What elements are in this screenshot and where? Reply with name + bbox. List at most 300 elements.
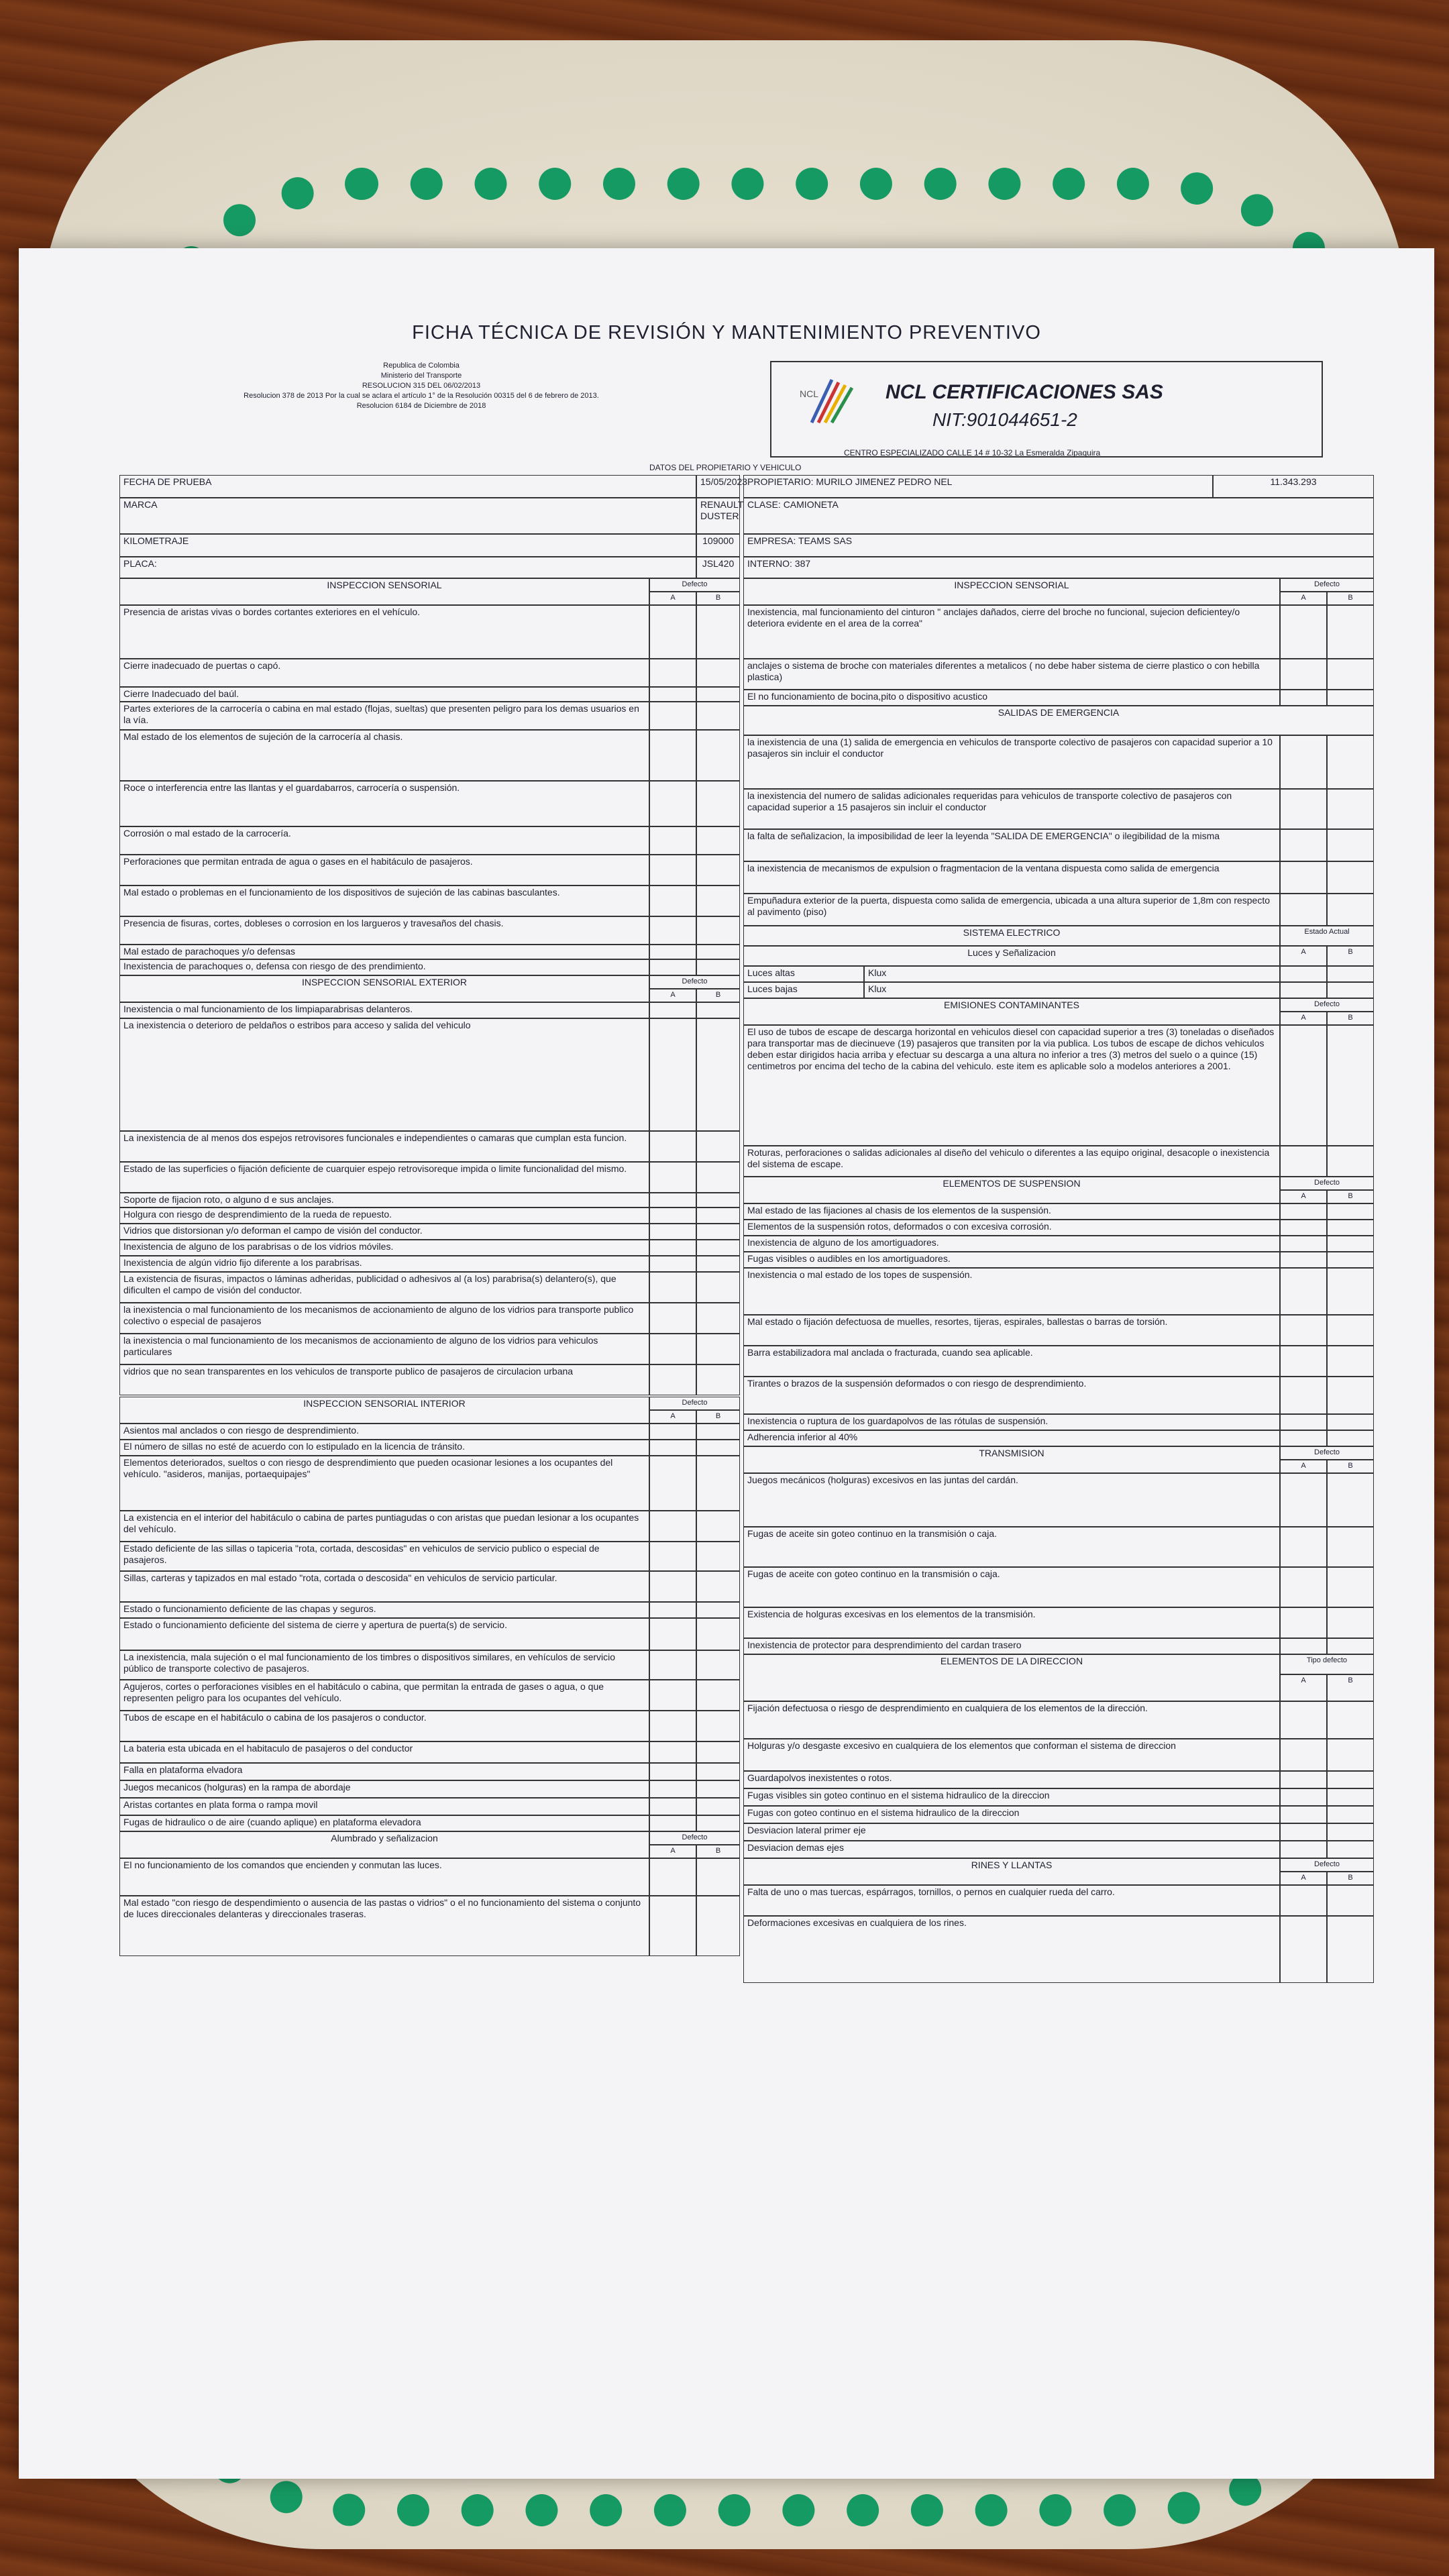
vehicle-field-value: JSL420 (696, 557, 740, 578)
interior-item-a-box (649, 1511, 696, 1542)
vehicle-field-label: KILOMETRAJE (119, 534, 696, 557)
defect-header: Defecto (1280, 1177, 1374, 1190)
col-b-header: B (1327, 1674, 1374, 1701)
exterior-item-b-box (696, 1162, 740, 1193)
col-a-header: A (649, 592, 696, 605)
direccion-item: Guardapolvos inexistentes o rotos. (743, 1771, 1280, 1788)
rines-item-a-box (1280, 1885, 1327, 1916)
transmision-item: Fugas de aceite sin goteo continuo en la transmisión o caja. (743, 1527, 1280, 1567)
emision-item-a-box (1280, 1025, 1327, 1146)
luces-b-box (1327, 982, 1374, 998)
direccion-item-a-box (1280, 1701, 1327, 1739)
cinturon-item: Inexistencia, mal funcionamiento del cinturon " anclajes dañados, cierre del broche no funcional, sujecion deficientey/o deteriora evidente en el area de la correa" (743, 605, 1280, 659)
defect-header: Defecto (649, 1831, 740, 1845)
emision-item-b-box (1327, 1025, 1374, 1146)
exterior-item-a-box (649, 1131, 696, 1162)
interior-item-b-box (696, 1602, 740, 1618)
interior-item: Elementos deteriorados, sueltos o con riesgo de desprendimiento que pueden ocasionar lesiones a los ocupantes del vehículo. "asideros, manijas, portaequipajes" (119, 1456, 649, 1511)
col-b-header: B (1327, 1872, 1374, 1885)
salida-item-b-box (1327, 789, 1374, 829)
exterior-item-a-box (649, 1224, 696, 1240)
carroceria-item-b-box (696, 945, 740, 959)
emision-item-a-box (1280, 1146, 1327, 1177)
carroceria-item: Mal estado o problemas en el funcionamiento de los dispositivos de sujeción de las cabinas basculantes. (119, 885, 649, 916)
interior-item-a-box (649, 1571, 696, 1602)
exterior-item-a-box (649, 1193, 696, 1208)
salida-item-b-box (1327, 829, 1374, 861)
col-a-header: A (649, 1410, 696, 1424)
interior-item: La existencia en el interior del habitáculo o cabina de partes puntiagudas o con aristas que puedan lesionar a los ocupantes del vehículo. (119, 1511, 649, 1542)
exterior-item-b-box (696, 1303, 740, 1334)
exterior-item-b-box (696, 1193, 740, 1208)
luces-title: Luces y Señalizacion (743, 946, 1280, 966)
suspension-item-b-box (1327, 1203, 1374, 1220)
exterior-item-a-box (649, 1272, 696, 1303)
interior-item-b-box (696, 1650, 740, 1680)
interior-item: Estado o funcionamiento deficiente del sistema de cierre y apertura de puerta(s) de servicio. (119, 1618, 649, 1650)
alumbrado-item: Mal estado "con riesgo de despendimiento o ausencia de las pastas o vidrios" o el no funcionamiento del sistema o conjunto de luces direccionales delanteras y direccionales traseras. (119, 1896, 649, 1956)
carroceria-item-a-box (649, 826, 696, 855)
inspection-form-sheet (19, 248, 1434, 2479)
suspension-item-a-box (1280, 1203, 1327, 1220)
carroceria-item-b-box (696, 855, 740, 885)
carroceria-item-b-box (696, 687, 740, 702)
carroceria-item-a-box (649, 781, 696, 826)
carroceria-item-a-box (649, 687, 696, 702)
col-b-header: B (696, 1410, 740, 1424)
right-transmision-title: TRANSMISION (743, 1446, 1280, 1473)
right-suspension-title: ELEMENTOS DE SUSPENSION (743, 1177, 1280, 1203)
suspension-item-a-box (1280, 1236, 1327, 1252)
data-section-title: DATOS DEL PROPIETARIO Y VEHICULO (649, 463, 802, 472)
exterior-item-a-box (649, 1364, 696, 1395)
interior-item-a-box (649, 1680, 696, 1711)
carroceria-item-b-box (696, 605, 740, 659)
direccion-item: Desviacion demas ejes (743, 1841, 1280, 1858)
carroceria-item: Mal estado de los elementos de sujeción de la carrocería al chasis. (119, 730, 649, 781)
cinturon-item-a-box (1280, 605, 1327, 659)
exterior-item: Vidrios que distorsionan y/o deforman el campo de visión del conductor. (119, 1224, 649, 1240)
company-logo-icon (798, 376, 859, 429)
transmision-item-b-box (1327, 1567, 1374, 1607)
interior-item: Estado o funcionamiento deficiente de las chapas y seguros. (119, 1602, 649, 1618)
transmision-item-a-box (1280, 1527, 1327, 1567)
exterior-item-a-box (649, 1208, 696, 1224)
rines-item: Deformaciones excesivas en cualquiera de los rines. (743, 1916, 1280, 1983)
suspension-item: Fugas visibles o audibles en los amortiguadores. (743, 1252, 1280, 1268)
suspension-item: Tirantes o brazos de la suspensión deformados o con riesgo de desprendimiento. (743, 1377, 1280, 1414)
exterior-item: La existencia de fisuras, impactos o láminas adheridas, publicidad o adhesivos al (a los) parabrisa(s) delantero(s), que dificulten el campo de visión del conductor. (119, 1272, 649, 1303)
exterior-item: Inexistencia de algún vidrio fijo diferente a los parabrisas. (119, 1256, 649, 1272)
luces-label: Luces altas (743, 966, 864, 982)
suspension-item: Mal estado o fijación defectuosa de muelles, resortes, tijeras, espirales, ballestas o barras de torsión. (743, 1315, 1280, 1346)
suspension-item: Inexistencia de alguno de los amortiguadores. (743, 1236, 1280, 1252)
tipo-defecto-header: Tipo defecto (1280, 1654, 1374, 1674)
interior-item-b-box (696, 1763, 740, 1780)
salida-item: Empuñadura exterior de la puerta, dispuesta como salida de emergencia, ubicada a una altura superior de 1,8m con respecto al pavimento (piso) (743, 894, 1280, 926)
salida-item-b-box (1327, 861, 1374, 894)
salida-item-a-box (1280, 861, 1327, 894)
suspension-item-b-box (1327, 1252, 1374, 1268)
cinturon-item-a-box (1280, 690, 1327, 706)
direccion-item-b-box (1327, 1841, 1374, 1858)
alumbrado-item-a-box (649, 1858, 696, 1896)
col-a-header: A (1280, 946, 1327, 966)
exterior-item-a-box (649, 1240, 696, 1256)
gov-line: RESOLUCION 315 DEL 06/02/2013 (362, 382, 481, 390)
col-a-header: A (1280, 1674, 1327, 1701)
transmision-item-b-box (1327, 1473, 1374, 1527)
suspension-item-a-box (1280, 1268, 1327, 1315)
suspension-item-a-box (1280, 1315, 1327, 1346)
interior-item-a-box (649, 1542, 696, 1571)
carroceria-item-b-box (696, 885, 740, 916)
interior-item-a-box (649, 1741, 696, 1763)
gov-line: Republica de Colombia (383, 362, 460, 370)
right-rines-title: RINES Y LLANTAS (743, 1858, 1280, 1885)
right-emisiones-title: EMISIONES CONTAMINANTES (743, 998, 1280, 1025)
vehicle-field-value: RENAULT DUSTER (696, 498, 740, 534)
luces-a-box (1280, 982, 1327, 998)
carroceria-item: Inexistencia de parachoques o, defensa con riesgo de des prendimiento. (119, 959, 649, 975)
suspension-item-b-box (1327, 1268, 1374, 1315)
alumbrado-item-a-box (649, 1896, 696, 1956)
salida-item: la inexistencia de una (1) salida de emergencia en vehiculos de transporte colectivo de pasajeros con capacidad superior a 10 pasajeros sin incluir el conductor (743, 735, 1280, 789)
salida-item: la falta de señalizacion, la imposibilidad de leer la leyenda "SALIDA DE EMERGENCIA" o ilegibilidad de la misma (743, 829, 1280, 861)
interior-item-a-box (649, 1440, 696, 1456)
defect-header: Defecto (1280, 1446, 1374, 1460)
suspension-item: Inexistencia o mal estado de los topes de suspensión. (743, 1268, 1280, 1315)
interior-item: Sillas, carteras y tapizados en mal estado "rota, cortada o descosida" en vehiculos de servicio particular. (119, 1571, 649, 1602)
internal-number: INTERNO: 387 (743, 557, 1374, 578)
exterior-item: Inexistencia de alguno de los parabrisas o de los vidrios móviles. (119, 1240, 649, 1256)
direccion-item: Desviacion lateral primer eje (743, 1823, 1280, 1841)
interior-item-b-box (696, 1618, 740, 1650)
company-field: EMPRESA: TEAMS SAS (743, 534, 1374, 557)
carroceria-item: Mal estado de parachoques y/o defensas (119, 945, 649, 959)
interior-item-b-box (696, 1798, 740, 1815)
interior-item: Asientos mal anclados o con riesgo de desprendimiento. (119, 1424, 649, 1440)
interior-item: Fugas de hidraulico o de aire (cuando aplique) en plataforma elevadora (119, 1815, 649, 1831)
emision-item: Roturas, perforaciones o salidas adicionales al diseño del vehiculo o diferentes a las equipo original, desacople o inexistencia del sistema de escape. (743, 1146, 1280, 1177)
carroceria-item-b-box (696, 702, 740, 730)
direccion-item: Fugas visibles sin goteo continuo en el sistema hidraulico de la direccion (743, 1788, 1280, 1806)
transmision-item-b-box (1327, 1638, 1374, 1654)
interior-item-a-box (649, 1456, 696, 1511)
electrico-title: SISTEMA ELECTRICO (743, 926, 1280, 946)
interior-item-b-box (696, 1456, 740, 1511)
company-name: NCL CERTIFICACIONES SAS (885, 381, 1163, 403)
salida-item-b-box (1327, 894, 1374, 926)
suspension-item-a-box (1280, 1377, 1327, 1414)
direccion-item-b-box (1327, 1701, 1374, 1739)
vehicle-field-value: 109000 (696, 534, 740, 557)
exterior-item-b-box (696, 1208, 740, 1224)
suspension-item-b-box (1327, 1346, 1374, 1377)
exterior-item-a-box (649, 1002, 696, 1018)
exterior-item-a-box (649, 1162, 696, 1193)
carroceria-item-a-box (649, 916, 696, 945)
suspension-item-a-box (1280, 1220, 1327, 1236)
col-b-header: B (1327, 946, 1374, 966)
gov-line: Resolucion 378 de 2013 Por la cual se aclara el artículo 1° de la Resolución 00315 del 6 de febrero de 2013. (244, 392, 599, 400)
interior-item-a-box (649, 1602, 696, 1618)
exterior-item-b-box (696, 1002, 740, 1018)
form-title: FICHA TÉCNICA DE REVISIÓN Y MANTENIMIENTO PREVENTIVO (412, 322, 1041, 343)
exterior-item: La inexistencia o deterioro de peldaños o estribos para acceso y salida del vehiculo (119, 1018, 649, 1131)
interior-item-a-box (649, 1650, 696, 1680)
col-a-header: A (1280, 1012, 1327, 1025)
interior-item-a-box (649, 1763, 696, 1780)
col-b-header: B (1327, 1012, 1374, 1025)
salida-item-a-box (1280, 829, 1327, 861)
interior-item: Aristas cortantes en plata forma o rampa movil (119, 1798, 649, 1815)
interior-item-a-box (649, 1780, 696, 1798)
col-a-header: A (1280, 592, 1327, 605)
svg-text:NCL: NCL (800, 388, 819, 399)
exterior-item: vidrios que no sean transparentes en los vehiculos de transporte publico de pasajeros de circulacion urbana (119, 1364, 649, 1395)
interior-item: La inexistencia, mala sujeción o el mal funcionamiento de los timbres o dispositivos similares, en vehículos de servicio público de transporte colectivo de pasajeros. (119, 1650, 649, 1680)
col-b-header: B (696, 989, 740, 1002)
suspension-item-a-box (1280, 1252, 1327, 1268)
emision-item-b-box (1327, 1146, 1374, 1177)
luces-value: Klux (864, 982, 1280, 998)
salidas-title: SALIDAS DE EMERGENCIA (743, 706, 1374, 735)
col-b-header: B (696, 592, 740, 605)
direccion-item-b-box (1327, 1788, 1374, 1806)
luces-a-box (1280, 966, 1327, 982)
salida-item-a-box (1280, 735, 1327, 789)
suspension-item-b-box (1327, 1315, 1374, 1346)
exterior-item-b-box (696, 1018, 740, 1131)
exterior-item-b-box (696, 1240, 740, 1256)
exterior-item-b-box (696, 1131, 740, 1162)
owner-document: 11.343.293 (1213, 475, 1374, 498)
defect-header: Defecto (1280, 578, 1374, 592)
left-alumbrado-title: Alumbrado y señalizacion (119, 1831, 649, 1858)
interior-item: La bateria esta ubicada en el habitaculo de pasajeros o del conductor (119, 1741, 649, 1763)
cinturon-item-b-box (1327, 659, 1374, 690)
carroceria-item-b-box (696, 659, 740, 687)
alumbrado-item-b-box (696, 1858, 740, 1896)
cinturon-item: anclajes o sistema de broche con materiales diferentes a metalicos ( no debe haber sistema de cierre plastico o con hebilla plastica) (743, 659, 1280, 690)
salida-item: la inexistencia del numero de salidas adicionales requeridas para vehiculos de transporte colectivo de pasajeros con capacidad superior a 15 pasajeros sin incluir el conductor (743, 789, 1280, 829)
company-center-address: CENTRO ESPECIALIZADO CALLE 14 # 10-32 La Esmeralda Zipaquira (844, 448, 1101, 458)
estado-actual-header: Estado Actual (1280, 926, 1374, 946)
suspension-item-b-box (1327, 1430, 1374, 1446)
rines-item-b-box (1327, 1916, 1374, 1983)
carroceria-item: Corrosión o mal estado de la carrocería. (119, 826, 649, 855)
salida-item-b-box (1327, 735, 1374, 789)
interior-item-b-box (696, 1815, 740, 1831)
gov-line: Resolucion 6184 de Diciembre de 2018 (356, 402, 486, 410)
direccion-item-a-box (1280, 1806, 1327, 1823)
carroceria-item: Cierre inadecuado de puertas o capó. (119, 659, 649, 687)
owner-name: PROPIETARIO: MURILO JIMENEZ PEDRO NEL (743, 475, 1213, 498)
interior-item-a-box (649, 1711, 696, 1741)
suspension-item-a-box (1280, 1346, 1327, 1377)
transmision-item-b-box (1327, 1527, 1374, 1567)
carroceria-item-a-box (649, 945, 696, 959)
exterior-item-b-box (696, 1364, 740, 1395)
suspension-item-b-box (1327, 1414, 1374, 1430)
exterior-item: Holgura con riesgo de desprendimiento de la rueda de repuesto. (119, 1208, 649, 1224)
alumbrado-item: El no funcionamiento de los comandos que encienden y conmutan las luces. (119, 1858, 649, 1896)
transmision-item: Existencia de holguras excesivas en los elementos de la transmisión. (743, 1607, 1280, 1638)
direccion-item-a-box (1280, 1771, 1327, 1788)
interior-item-b-box (696, 1741, 740, 1763)
exterior-item-a-box (649, 1256, 696, 1272)
interior-item-b-box (696, 1440, 740, 1456)
carroceria-item-a-box (649, 885, 696, 916)
salida-item-a-box (1280, 894, 1327, 926)
cinturon-item: El no funcionamiento de bocina,pito o dispositivo acustico (743, 690, 1280, 706)
interior-item: Juegos mecanicos (holguras) en la rampa de abordaje (119, 1780, 649, 1798)
suspension-item-b-box (1327, 1236, 1374, 1252)
col-a-header: A (1280, 1872, 1327, 1885)
rines-item: Falta de uno o mas tuercas, espárragos, tornillos, o pernos en cualquier rueda del carro. (743, 1885, 1280, 1916)
direccion-item-a-box (1280, 1739, 1327, 1771)
direccion-item: Holguras y/o desgaste excesivo en cualquiera de los elementos que conforman el sistema de direccion (743, 1739, 1280, 1771)
col-b-header: B (696, 1845, 740, 1858)
col-b-header: B (1327, 1190, 1374, 1203)
interior-item: Estado deficiente de las sillas o tapiceria "rota, cortada, descosidas" en vehiculos de servicio publico o especial de pasajeros. (119, 1542, 649, 1571)
carroceria-item-a-box (649, 659, 696, 687)
interior-item-a-box (649, 1798, 696, 1815)
exterior-item: La inexistencia de al menos dos espejos retrovisores funcionales e independientes o camaras que cumplan esta funcion. (119, 1131, 649, 1162)
carroceria-item-b-box (696, 730, 740, 781)
cinturon-item-b-box (1327, 605, 1374, 659)
suspension-item: Inexistencia o ruptura de los guardapolvos de las rótulas de suspensión. (743, 1414, 1280, 1430)
gov-line: Ministerio del Transporte (380, 372, 462, 380)
carroceria-item-b-box (696, 826, 740, 855)
transmision-item-a-box (1280, 1638, 1327, 1654)
rines-item-a-box (1280, 1916, 1327, 1983)
direccion-item-b-box (1327, 1823, 1374, 1841)
luces-value: Klux (864, 966, 1280, 982)
interior-item-a-box (649, 1424, 696, 1440)
vehicle-field-label: MARCA (119, 498, 696, 534)
interior-item-b-box (696, 1424, 740, 1440)
transmision-item-a-box (1280, 1607, 1327, 1638)
transmision-item-b-box (1327, 1607, 1374, 1638)
carroceria-item-a-box (649, 605, 696, 659)
col-a-header: A (649, 989, 696, 1002)
interior-item-b-box (696, 1511, 740, 1542)
carroceria-item-b-box (696, 781, 740, 826)
direccion-item-a-box (1280, 1788, 1327, 1806)
carroceria-item: Presencia de aristas vivas o bordes cortantes exteriores en el vehículo. (119, 605, 649, 659)
interior-item-a-box (649, 1618, 696, 1650)
interior-item-b-box (696, 1542, 740, 1571)
suspension-item: Adherencia inferior al 40% (743, 1430, 1280, 1446)
direccion-item-a-box (1280, 1823, 1327, 1841)
direccion-item: Fijación defectuosa o riesgo de desprendimiento en cualquiera de los elementos de la dirección. (743, 1701, 1280, 1739)
government-header (186, 361, 656, 411)
interior-item: Tubos de escape en el habitáculo o cabina de los pasajeros o conductor. (119, 1711, 649, 1741)
carroceria-item: Roce o interferencia entre las llantas y el guardabarros, carrocería o suspensión. (119, 781, 649, 826)
direccion-item-b-box (1327, 1739, 1374, 1771)
defect-header: Defecto (649, 975, 740, 989)
vehicle-field-value: 15/05/2023 (696, 475, 740, 498)
vehicle-field-label: PLACA: (119, 557, 696, 578)
transmision-item: Inexistencia de protector para desprendimiento del cardan trasero (743, 1638, 1280, 1654)
col-b-header: B (1327, 1460, 1374, 1473)
exterior-item: la inexistencia o mal funcionamiento de los mecanismos de accionamiento de alguno de los vidrios para transporte publico colectivo o especial de pasajeros (119, 1303, 649, 1334)
right-sensorial-title: INSPECCION SENSORIAL (743, 578, 1280, 605)
rines-item-b-box (1327, 1885, 1374, 1916)
salida-item-a-box (1280, 789, 1327, 829)
suspension-item: Barra estabilizadora mal anclada o fracturada, cuando sea aplicable. (743, 1346, 1280, 1377)
interior-item-b-box (696, 1711, 740, 1741)
company-nit: NIT:901044651-2 (932, 409, 1077, 430)
defect-header: Defecto (649, 1397, 740, 1410)
exterior-item-a-box (649, 1303, 696, 1334)
salida-item: la inexistencia de mecanismos de expulsion o fragmentacion de la ventana dispuesta como salida de emergencia (743, 861, 1280, 894)
suspension-item: Mal estado de las fijaciones al chasis de los elementos de la suspensión. (743, 1203, 1280, 1220)
carroceria-item-a-box (649, 855, 696, 885)
direccion-title: ELEMENTOS DE LA DIRECCION (743, 1654, 1280, 1701)
interior-item-b-box (696, 1780, 740, 1798)
carroceria-item-a-box (649, 730, 696, 781)
col-b-header: B (1327, 592, 1374, 605)
exterior-item: la inexistencia o mal funcionamiento de los mecanismos de accionamiento de alguno de los vidrios para vehiculos particulares (119, 1334, 649, 1364)
exterior-item-b-box (696, 1334, 740, 1364)
col-a-header: A (649, 1845, 696, 1858)
interior-item: El número de sillas no esté de acuerdo con lo estipulado en la licencia de tránsito. (119, 1440, 649, 1456)
suspension-item-b-box (1327, 1220, 1374, 1236)
luces-label: Luces bajas (743, 982, 864, 998)
defect-header: Defecto (1280, 998, 1374, 1012)
defect-header: Defecto (649, 578, 740, 592)
exterior-item-a-box (649, 1334, 696, 1364)
defect-header: Defecto (1280, 1858, 1374, 1872)
interior-item-b-box (696, 1571, 740, 1602)
company-box (770, 361, 1323, 458)
cinturon-item-b-box (1327, 690, 1374, 706)
exterior-item-b-box (696, 1224, 740, 1240)
direccion-item-b-box (1327, 1771, 1374, 1788)
carroceria-item: Presencia de fisuras, cortes, dobleses o corrosion en los largueros y travesaños del chasis. (119, 916, 649, 945)
exterior-item: Estado de las superficies o fijación deficiente de cuarquier espejo retrovisoreque impida o limite funcionalidad del mismo. (119, 1162, 649, 1193)
suspension-item-a-box (1280, 1430, 1327, 1446)
left-interior-title: INSPECCION SENSORIAL INTERIOR (119, 1397, 649, 1424)
carroceria-item: Cierre Inadecuado del baúl. (119, 687, 649, 702)
exterior-item: Soporte de fijacion roto, o alguno d e sus anclajes. (119, 1193, 649, 1208)
left-exterior-title: INSPECCION SENSORIAL EXTERIOR (119, 975, 649, 1002)
direccion-item-a-box (1280, 1841, 1327, 1858)
vehicle-class: CLASE: CAMIONETA (743, 498, 1374, 534)
carroceria-item-a-box (649, 959, 696, 975)
cinturon-item-a-box (1280, 659, 1327, 690)
exterior-item-b-box (696, 1256, 740, 1272)
direccion-item-b-box (1327, 1806, 1374, 1823)
transmision-item-a-box (1280, 1567, 1327, 1607)
col-a-header: A (1280, 1190, 1327, 1203)
suspension-item-a-box (1280, 1414, 1327, 1430)
carroceria-item-b-box (696, 959, 740, 975)
interior-item: Agujeros, cortes o perforaciones visibles en el habitáculo o cabina, que permitan la entrada de gases o agua, o que representen peligro para los ocupantes del vehículo. (119, 1680, 649, 1711)
carroceria-item-a-box (649, 702, 696, 730)
direccion-item: Fugas con goteo continuo en el sistema hidraulico de la direccion (743, 1806, 1280, 1823)
left-sensorial-title: INSPECCION SENSORIAL (119, 578, 649, 605)
col-a-header: A (1280, 1460, 1327, 1473)
interior-item-b-box (696, 1680, 740, 1711)
vehicle-field-label: FECHA DE PRUEBA (119, 475, 696, 498)
interior-item-a-box (649, 1815, 696, 1831)
transmision-item: Fugas de aceite con goteo continuo en la transmisión o caja. (743, 1567, 1280, 1607)
emision-item: El uso de tubos de escape de descarga horizontal en vehiculos diesel con capacidad superior a tres (3) toneladas o diseñados para transportar mas de diecinueve (19) pasajeros que transiten por la via publica. Los tubos de escape de dichos vehiculos deben estar dirigidos hacia arriba y efectuar su descarga a una altura no inferior a tres (3) metros del suelo o a quince (15) centimetros por encima del techo de la cabina del vehiculo. este item es aplicable solo a modelos anteriores a 2001. (743, 1025, 1280, 1146)
